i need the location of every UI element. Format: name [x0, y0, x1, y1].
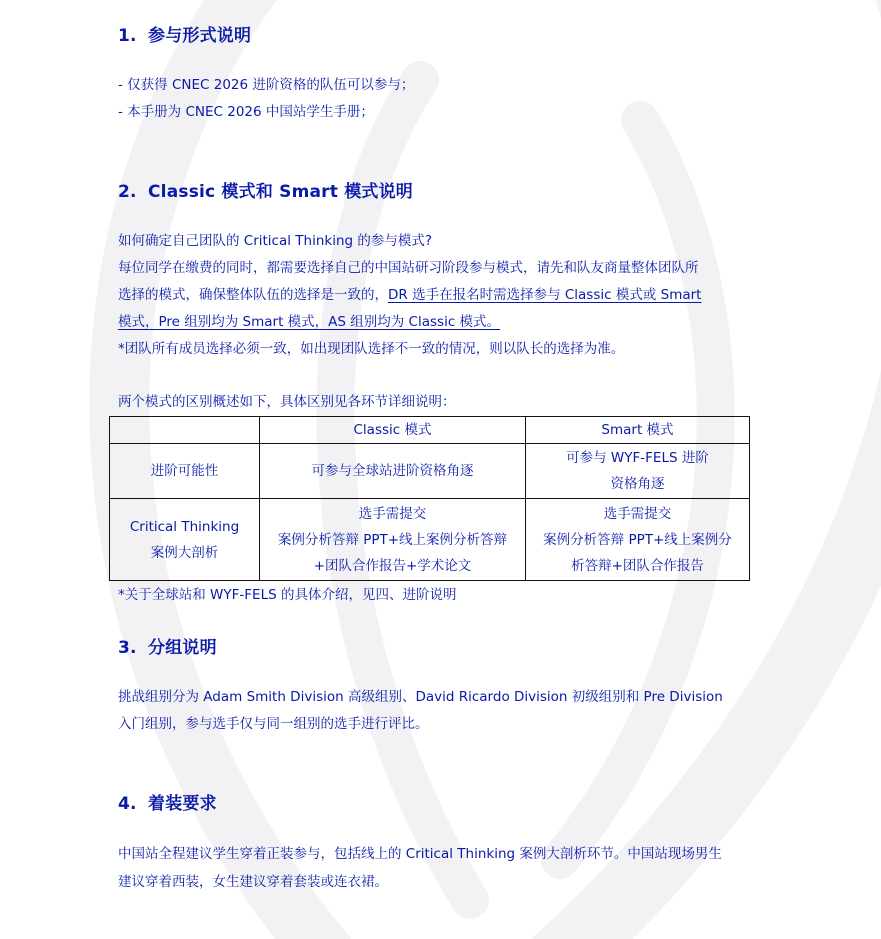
- table-header-empty: [110, 417, 260, 444]
- division-line-2: 入门组别，参与选手仅与同一组别的选手进行评比。: [118, 716, 429, 732]
- critical-thinking-label-line-1: Critical Thinking: [129, 518, 240, 535]
- dress-code-line-1: 中国站全程建议学生穿着正装参与，包括线上的 Critical Thinking 案例大剖析环节。中国站现场男生: [118, 846, 722, 862]
- section-4-title: 着装要求: [148, 794, 217, 814]
- critical-thinking-smart-line-1: 选手需提交: [603, 505, 672, 522]
- mode-paragraph-line-3: [118, 309, 500, 336]
- mode-comparison-table: [109, 416, 750, 581]
- advancement-smart: [526, 444, 750, 499]
- section-2-heading: [118, 177, 413, 202]
- critical-thinking-classic: [260, 499, 526, 581]
- section-1-title: 参与形式说明: [148, 26, 252, 46]
- table-footnote: *关于全球站和 WYF-FELS 的具体介绍，见四、进阶说明: [118, 587, 457, 603]
- division-line-1: 挑战组别分为 Adam Smith Division 高级组别、David Ricardo Division 初级组别和 Pre Division: [118, 689, 723, 705]
- section-3-number: 3.: [118, 638, 137, 658]
- table-header-classic: Classic 模式: [260, 417, 526, 444]
- mode-paragraph-line-2-plain: 选择的模式，确保整体队伍的选择是一致的，: [118, 287, 388, 303]
- advancement-classic: 可参与全球站进阶资格角逐: [260, 444, 526, 499]
- mode-question: 如何确定自己团队的 Critical Thinking 的参与模式?: [118, 233, 433, 249]
- critical-thinking-smart: [526, 499, 750, 581]
- section-2-title: Classic 模式和 Smart 模式说明: [148, 182, 414, 202]
- section-3-heading: [118, 633, 217, 658]
- critical-thinking-label: [110, 499, 260, 581]
- critical-thinking-label-line-2: 案例大剖析: [150, 544, 219, 561]
- section-1-heading: [118, 21, 251, 46]
- critical-thinking-classic-line-1: 选手需提交: [358, 505, 427, 522]
- section-3-title: 分组说明: [148, 638, 217, 658]
- critical-thinking-smart-line-2: 案例分析答辩 PPT+线上案例分: [543, 531, 732, 548]
- mode-paragraph-line-2-underlined: DR 选手在报名时需选择参与 Classic 模式或 Smart: [388, 287, 702, 303]
- section-4-number: 4.: [118, 794, 137, 814]
- table-intro: 两个模式的区别概述如下，具体区别见各环节详细说明：: [118, 394, 456, 410]
- mode-paragraph-line-2: [118, 282, 701, 309]
- table-row-advancement: [110, 444, 750, 499]
- table-row-critical-thinking: [110, 499, 750, 581]
- section-1-bullet-2: - 本手册为 CNEC 2026 中国站学生手册；: [118, 104, 374, 120]
- critical-thinking-smart-line-3: 析答辩+团队合作报告: [571, 557, 704, 574]
- dress-code-line-2: 建议穿着西装，女生建议穿着套装或连衣裙。: [118, 874, 388, 890]
- advancement-smart-line-1: 可参与 WYF-FELS 进阶: [566, 450, 709, 466]
- team-consistency-note: *团队所有成员选择必须一致，如出现团队选择不一致的情况，则以队长的选择为准。: [118, 341, 625, 357]
- section-4-heading: [118, 789, 217, 814]
- critical-thinking-classic-line-2: 案例分析答辩 PPT+线上案例分析答辩: [277, 531, 508, 548]
- advancement-smart-line-2: 资格角逐: [610, 476, 665, 492]
- section-1-bullet-1: - 仅获得 CNEC 2026 进阶资格的队伍可以参与；: [118, 77, 415, 93]
- mode-paragraph-line-3-underlined: 模式，Pre 组别均为 Smart 模式，AS 组别均为 Classic 模式。: [118, 314, 501, 330]
- section-2-number: 2.: [118, 182, 137, 202]
- mode-paragraph-line-1: 每位同学在缴费的同时，都需要选择自己的中国站研习阶段参与模式，请先和队友商量整体团队所: [118, 260, 699, 276]
- critical-thinking-classic-line-3: +团队合作报告+学术论文: [313, 557, 472, 574]
- section-1-number: 1.: [118, 26, 137, 46]
- table-header-smart: Smart 模式: [526, 417, 750, 444]
- advancement-label: 进阶可能性: [110, 444, 260, 499]
- table-header-row: [110, 417, 750, 444]
